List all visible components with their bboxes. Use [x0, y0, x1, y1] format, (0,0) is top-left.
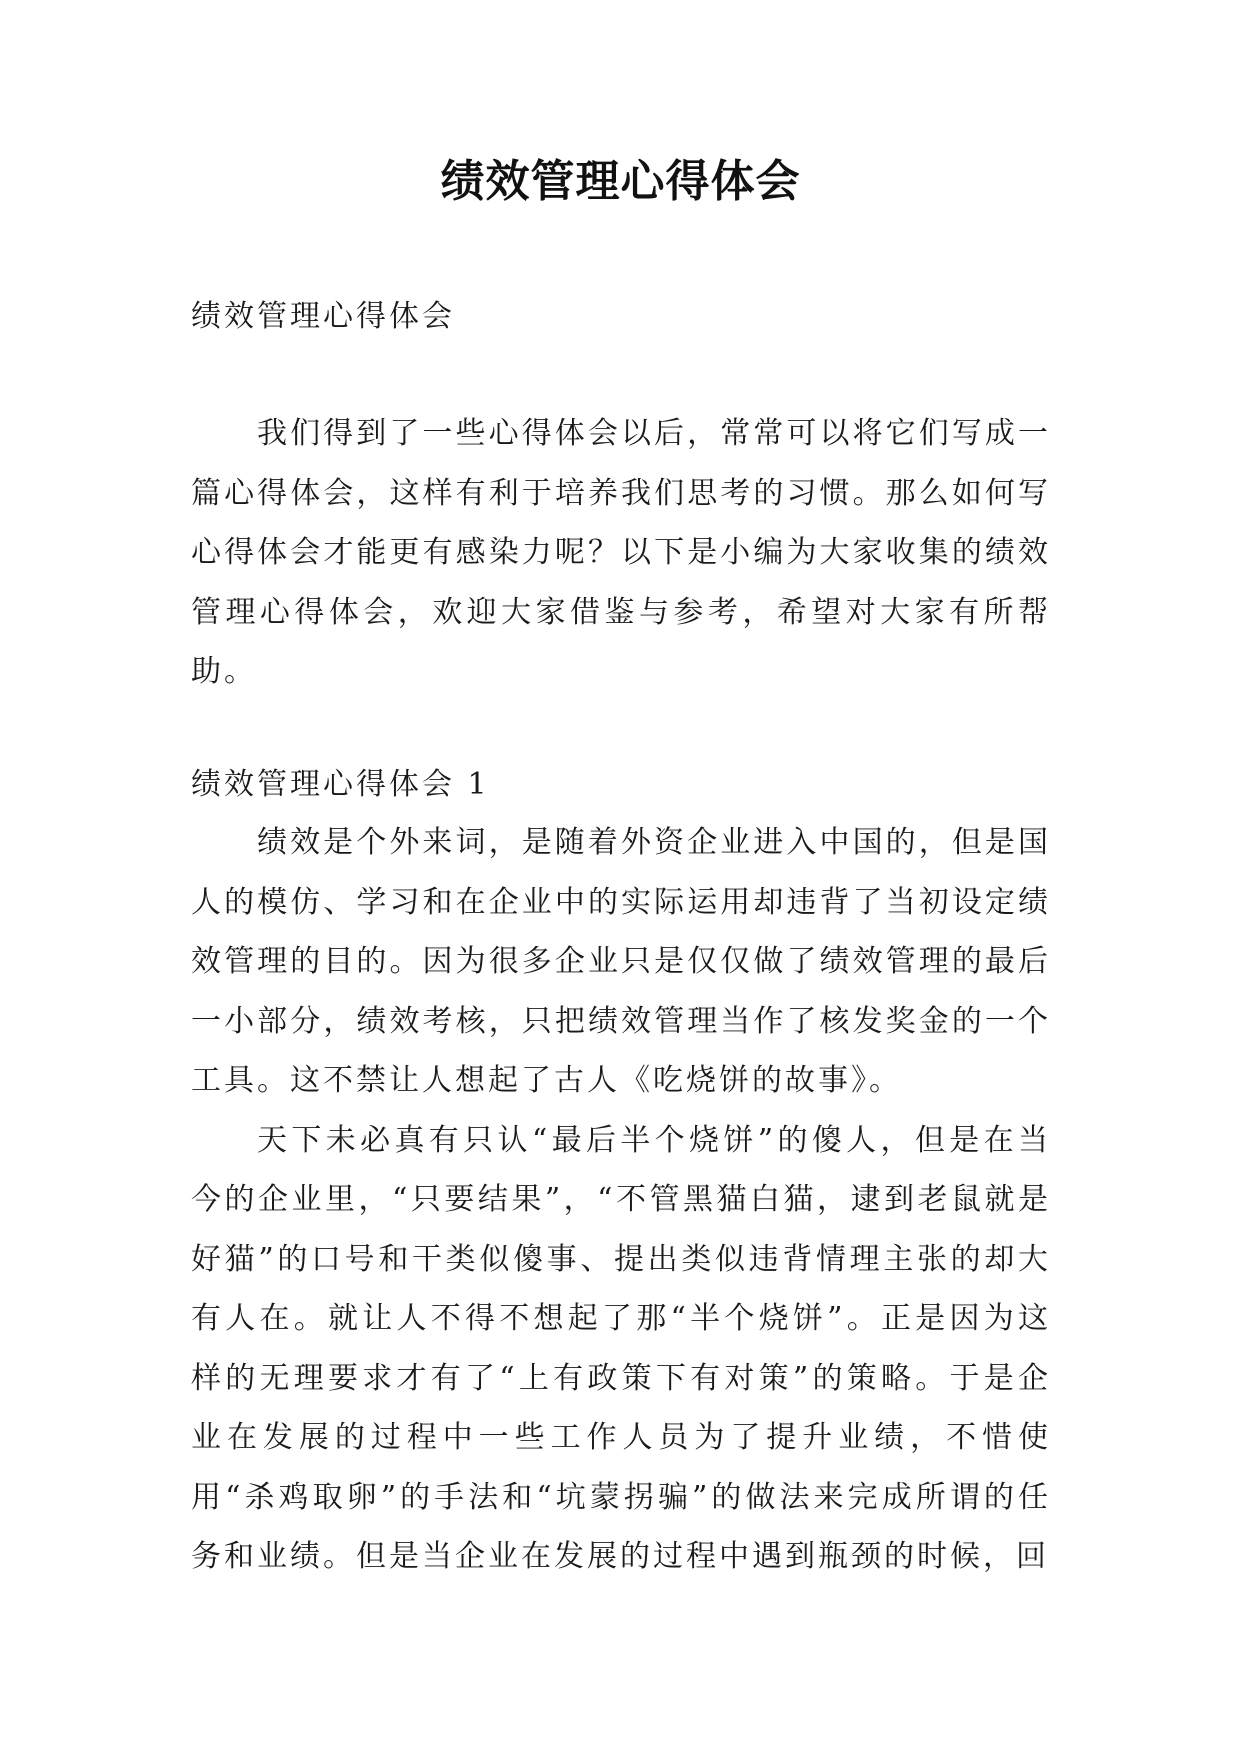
intro-paragraph: 我们得到了一些心得体会以后，常常可以将它们写成一篇心得体会，这样有利于培养我们思考的习惯。那么如何写心得体会才能更有感染力呢？以下是小编为大家收集的绩效管理心得体会，欢迎大家借鉴与参考，希望对大家有所帮助。 — [191, 416, 1051, 689]
section-body — [191, 813, 1051, 1587]
body-paragraph: 天下未必真有只认“最后半个烧饼”的傻人，但是在当今的企业里，“只要结果”，“不管黑猫白猫，逮到老鼠就是好猫”的口号和干类似傻事、提出类似违背情理主张的却大有人在。就让人不得不想起了那“半个烧饼”。正是因为这样的无理要求才有了“上有政策下有对策”的策略。于是企业在发展的过程中一些工作人员为了提升业绩，不惜使用“杀鸡取卵”的手法和“坑蒙拐骗”的做法来完成所谓的任务和业绩。但是当企业在发展的过程中遇到瓶颈的时候，回 — [191, 1122, 1051, 1574]
document-title: 绩效管理心得体会 — [440, 156, 801, 207]
body-paragraph: 绩效是个外来词，是随着外资企业进入中国的，但是国人的模仿、学习和在企业中的实际运用却违背了当初设定绩效管理的目的。因为很多企业只是仅仅做了绩效管理的最后一小部分，绩效考核，只把绩效管理当作了核发奖金的一个工具。这不禁让人想起了古人《吃烧饼的故事》。 — [191, 825, 1051, 1098]
document-subtitle: 绩效管理心得体会 — [191, 299, 455, 334]
section-heading: 绩效管理心得体会 1 — [191, 767, 490, 802]
